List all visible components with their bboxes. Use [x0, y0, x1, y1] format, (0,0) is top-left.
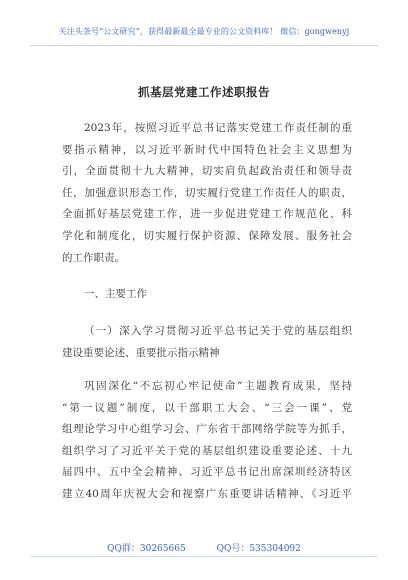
- text-line: 组织学习了习近平关于党的基层组织建设重要论述、十九: [62, 444, 352, 457]
- header-divider: [30, 45, 378, 46]
- text-line: 学化和制度化，切实履行保护资源、保障发展、服务社会: [62, 229, 352, 242]
- text-line: 2023年，按照习近平总书记落实党建工作责任制的重: [84, 122, 352, 134]
- text-line: （一）深入学习贯彻习近平总书记关于党的基层组织: [84, 325, 352, 337]
- header-banner: 关注头条号“公文研究”，获得最新最全最专业的公文资料库！ 微信：gongwenyj: [58, 27, 350, 36]
- text-line: 组理论学习中心组学习会、广东省干部网络学院等为抓手，: [62, 423, 352, 436]
- text-line: 引，全面贯彻十九大精神，切实肩负起政治责任和领导责: [62, 165, 352, 178]
- footer-divider: [30, 556, 378, 557]
- footer-contact: [0, 541, 408, 554]
- text-line: 巩固深化“不忘初心牢记使命”主题教育成果，坚持: [84, 380, 352, 392]
- qq-group-text: QQ群：30265665: [107, 544, 186, 554]
- paragraph-study: [62, 376, 352, 506]
- subsection-heading: [62, 321, 352, 364]
- text-line: 全面抓好基层党建工作，进一步促进党建工作规范化、科: [62, 208, 352, 221]
- text-line: 要指示精神，以习近平新时代中国特色社会主义思想为: [62, 143, 352, 156]
- text-line: 届四中、五中全会精神、习近平总书记出席深圳经济特区: [62, 466, 352, 479]
- text-line: 建立40周年庆祝大会和视察广东重要讲话精神、《习近平: [62, 487, 352, 500]
- text-line: 任，加强意识形态工作，切实履行党建工作责任人的职责，: [62, 186, 352, 199]
- qq-number-text: QQ号：535304092: [216, 544, 301, 554]
- document-title: 抓基层党建工作述职报告: [138, 85, 270, 99]
- text-line: “第一议题”制度，以干部职工大会、“三会一课”、党: [62, 401, 352, 414]
- section-heading: 一、主要工作: [84, 288, 147, 300]
- text-line: 的工作职责。: [62, 251, 125, 264]
- text-line: 建设重要论述、重要批示指示精神: [62, 346, 220, 359]
- paragraph-intro: [62, 118, 352, 269]
